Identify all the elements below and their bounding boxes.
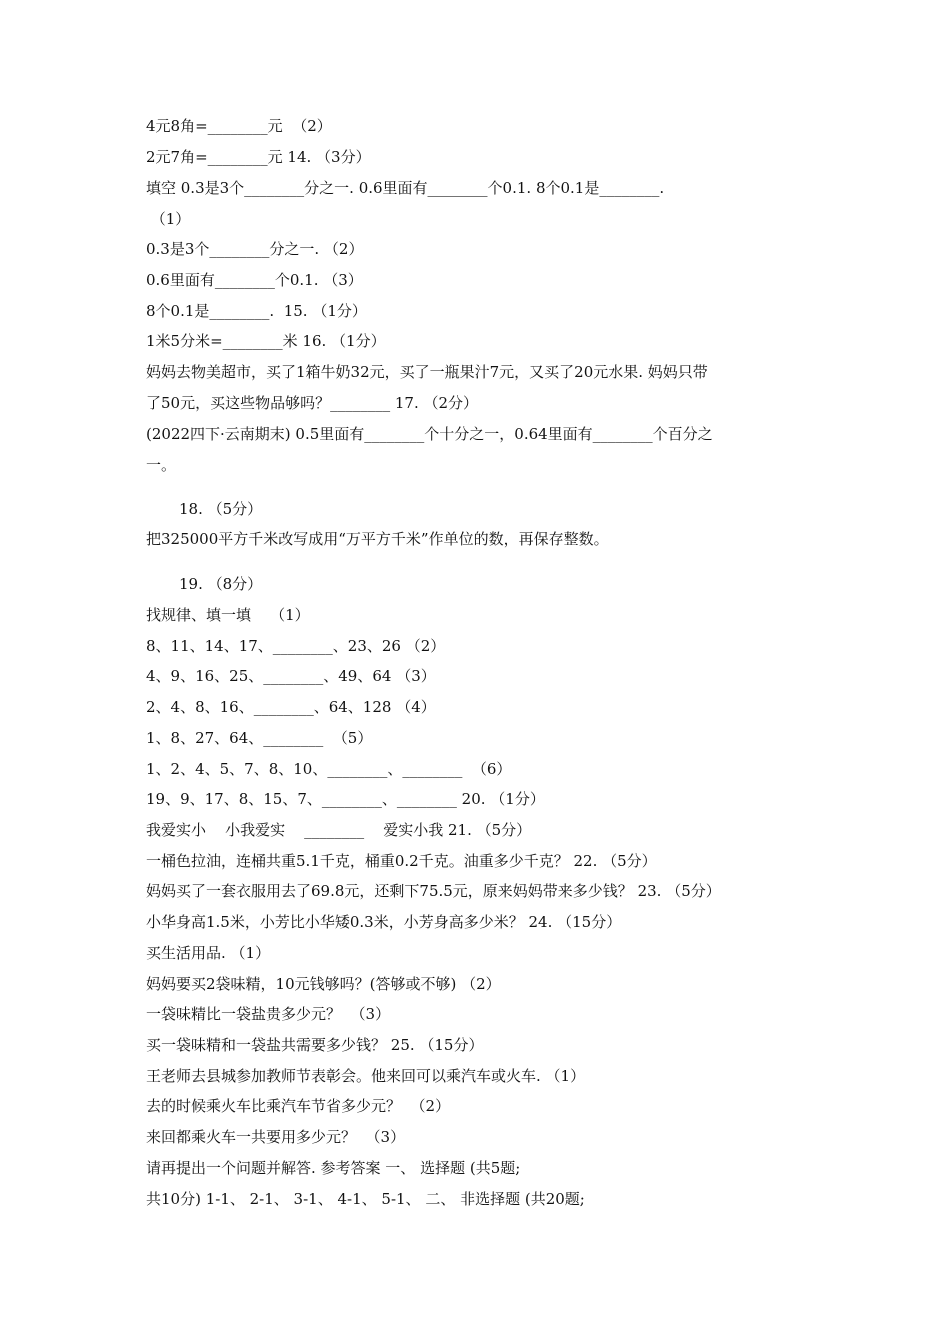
- text-line: 妈妈要买2袋味精，10元钱够吗？(答够或不够) （2）: [146, 975, 501, 993]
- text-line: 1、2、4、5、7、8、10、________、________ （6）: [146, 760, 512, 778]
- text-line: 找规律、填一填 （1）: [146, 606, 310, 624]
- text-line: 王老师去县城参加教师节表彰会。他来回可以乘汽车或火车. （1）: [146, 1067, 586, 1085]
- text-line: 2、4、8、16、________、64、128 （4）: [146, 698, 436, 716]
- text-line: 去的时候乘火车比乘汽车节省多少元？ （2）: [146, 1097, 451, 1115]
- text-line: 0.6里面有________个0.1. （3）: [146, 271, 363, 289]
- text-line: 8、11、14、17、________、23、26 （2）: [146, 637, 446, 655]
- text-line: 小华身高1.5米，小芳比小华矮0.3米，小芳身高多少米？ 24. （15分）: [146, 913, 622, 931]
- text-line: 共10分) 1-1、 2-1、 3-1、 4-1、 5-1、 二、 非选择题 (共20题;: [146, 1190, 585, 1208]
- text-line: (2022四下·云南期末) 0.5里面有________个十分之一，0.64里面有________个百分之: [146, 425, 713, 443]
- text-line: 0.3是3个________分之一. （2）: [146, 240, 364, 258]
- text-line: 来回都乘火车一共要用多少元？ （3）: [146, 1128, 406, 1146]
- text-line: 我爱实小 小我爱实 ________ 爱实小我 21. （5分）: [146, 821, 532, 839]
- text-line: 2元7角=________元 14. （3分）: [146, 148, 371, 166]
- text-line: 妈妈去物美超市，买了1箱牛奶32元，买了一瓶果汁7元，又买了20元水果. 妈妈只带: [146, 363, 708, 381]
- text-line: 了50元，买这些物品够吗？________ 17. （2分）: [146, 394, 479, 412]
- question-heading: 18. （5分）: [179, 500, 263, 518]
- text-line: 买一袋味精和一袋盐共需要多少钱？ 25. （15分）: [146, 1036, 484, 1054]
- text-line: 4元8角=________元 （2）: [146, 117, 332, 135]
- question-heading: 19. （8分）: [179, 575, 263, 593]
- text-line: 4、9、16、25、________、49、64 （3）: [146, 667, 436, 685]
- text-line: 1米5分米=________米 16. （1分）: [146, 332, 386, 350]
- text-line: 1、8、27、64、________ （5）: [146, 729, 373, 747]
- text-line: 8个0.1是________. 15. （1分）: [146, 302, 367, 320]
- text-line: 请再提出一个问题并解答. 参考答案 一、 选择题 (共5题;: [146, 1159, 521, 1177]
- text-line: 填空 0.3是3个________分之一. 0.6里面有________个0.1. 8个0.1是________.: [146, 179, 665, 197]
- text-line: 一桶色拉油，连桶共重5.1千克，桶重0.2千克。油重多少千克？ 22. （5分）: [146, 852, 657, 870]
- text-line: 妈妈买了一套衣服用去了69.8元，还剩下75.5元，原来妈妈带来多少钱？ 23. （5分）: [146, 882, 721, 900]
- text-line: 一。: [146, 456, 177, 474]
- text-line: （1）: [146, 210, 191, 228]
- text-line: 买生活用品. （1）: [146, 944, 271, 962]
- text-line: 把325000平方千米改写成用“万平方千米”作单位的数，再保存整数。: [146, 530, 609, 548]
- text-line: 一袋味精比一袋盐贵多少元？ （3）: [146, 1005, 391, 1023]
- text-line: 19、9、17、8、15、7、________、________ 20. （1分）: [146, 790, 545, 808]
